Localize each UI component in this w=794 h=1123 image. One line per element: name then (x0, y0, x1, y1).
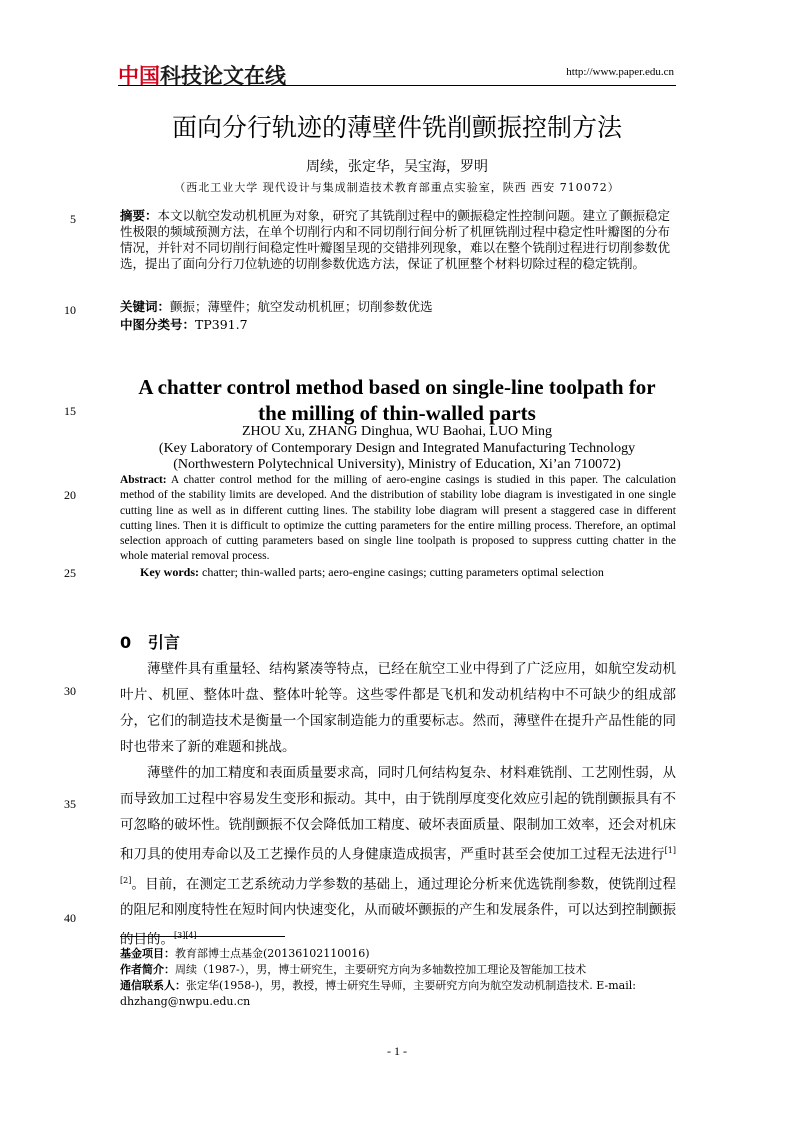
paper-title-en-line2: the milling of thin-walled parts (258, 401, 536, 425)
fund-text: 教育部博士点基金(20136102110016) (175, 947, 370, 960)
clc-value: TP391.7 (195, 317, 248, 332)
footnote-contact (120, 978, 680, 1009)
keywords-en (140, 565, 680, 580)
line-number: 30 (64, 684, 76, 698)
body-paragraph-1: 薄壁件具有重量轻、结构紧凑等特点，已经在航空工业中得到了广泛应用，如航空发动机叶片、机匣、整体叶盘、整体叶轮等。这些零件都是飞机和发动机结构中不可缺少的组成部分，它们的制造技术是衡量一个国家制造能力的重要标志。然而，薄壁件在提升产品性能的同时也带来了新的难题和挑战。 (120, 661, 676, 755)
footnote-author (120, 962, 680, 978)
author-label: 作者简介： (120, 963, 175, 976)
fund-label: 基金项目： (120, 947, 175, 960)
clc-number (120, 317, 676, 333)
line-number: 35 (64, 797, 76, 811)
header-url[interactable]: http://www.paper.edu.cn (566, 66, 674, 78)
affiliation-zh: （西北工业大学 现代设计与集成制造技术教育部重点实验室，陕西 西安 710072） (174, 181, 620, 194)
paper-title-zh: 面向分行轨迹的薄壁件铣削颤振控制方法 (171, 113, 622, 142)
line-number: 20 (64, 488, 76, 502)
section-number: 0 (120, 633, 132, 652)
affiliation-en-1: (Key Laboratory of Contemporary Design and Integrated Manufacturing Technology (158, 441, 636, 456)
footnote-fund (120, 946, 680, 962)
authors-en: ZHOU Xu, ZHANG Dinghua, WU Baohai, LUO Ming (241, 424, 553, 439)
keywords-zh (120, 299, 676, 315)
keywords-en-text: chatter; thin-walled parts; aero-engine casings; cutting parameters optimal selection (202, 565, 604, 579)
citation-ref[interactable]: [1][2] (120, 846, 676, 885)
logo-black-text: 科技论文在线 (160, 64, 286, 88)
footnote-divider (120, 936, 285, 937)
authors-zh: 周续，张定华，吴宝海，罗明 (306, 159, 488, 175)
abstract-zh-label: 摘要： (120, 208, 158, 223)
header-divider (118, 85, 676, 86)
citation-ref[interactable]: [3][4] (174, 931, 197, 940)
abstract-en-label: Abstract: (120, 474, 167, 486)
keywords-zh-label: 关键词： (120, 299, 171, 314)
abstract-en-text: A chatter control method for the milling of aero-engine casings is studied in this paper. The calculation method of the stability limits are developed. And the distribution of stability lobe diagram is investigated in one single cutting line as well as in different cutting lines. The stability lobe diagram will present a staggered case in different cutting lines. Then it is difficult to optimize the cutting parameters for the entire milling process. Therefore, an optimal selection approach of cutting parameters based on single line toolpath is proposed to suppress cutting chatter in the whole material removal process. (120, 474, 676, 563)
line-number: 25 (64, 566, 76, 580)
abstract-zh (120, 208, 676, 272)
abstract-zh-text: 本文以航空发动机机匣为对象，研究了其铣削过程中的颤振稳定性控制问题。建立了颤振稳定性极限的频域预测方法，在单个切削行内和不同切削行间分析了机匣铣削过程中稳定性叶瓣图的分布情况，并针对不同切削行间稳定性叶瓣图呈现的交错排列现象，难以在整个铣削过程进行切削参数优选，提出了面向分行刀位轨迹的切削参数优选方法，保证了机匣整个材料切除过程的稳定铣削。 (120, 208, 671, 271)
clc-label: 中图分类号： (120, 317, 196, 332)
body-paragraph-2 (120, 760, 676, 953)
keywords-en-label: Key words: (140, 565, 199, 579)
page-number: - 1 - (387, 1044, 407, 1058)
paper-title-en (118, 374, 676, 426)
para2-text-b: 。目前，在测定工艺系统动力学参数的基础上，通过理论分析来优选铣削参数，使铣削过程的阻尼和刚度特性在短时间内快速变化，从而破坏颤振的产生和发展条件，可以达到控制颤振的目的。 (120, 876, 676, 948)
affiliation-en-2: (Northwestern Polytechnical University), Ministry of Education, Xi’an 710072) (173, 457, 621, 472)
author-text: 周续（1987-），男，博士研究生，主要研究方向为多轴数控加工理论及智能加工技术 (175, 963, 587, 976)
section-title: 引言 (147, 633, 180, 652)
contact-text: 张定华(1958-)，男，教授，博士研究生导师，主要研究方向为航空发动机制造技术. E-mail: dhzhang@nwpu.edu.cn (120, 979, 636, 1008)
section-heading (120, 630, 180, 653)
para2-text-a: 薄壁件的加工精度和表面质量要求高，同时几何结构复杂、材料难铣削、工艺刚性弱，从而导致加工过程中容易发生变形和振动。其中，由于铣削厚度变化效应引起的铣削颤振具有不可忽略的破坏性。铣削颤振不仅会降低加工精度、破坏表面质量、限制加工效率，还会对机床和刀具的使用寿命以及工艺操作员的人身健康造成损害，严重时甚至会使加工过程无法进行 (120, 765, 676, 863)
abstract-en (120, 473, 676, 565)
logo-red-text: 中国 (118, 64, 160, 88)
line-number: 15 (64, 404, 76, 418)
contact-label: 通信联系人： (120, 979, 186, 992)
keywords-zh-text: 颤振；薄壁件；航空发动机机匣；切削参数优选 (170, 299, 433, 314)
paper-title-en-line1: A chatter control method based on single-line toolpath for (138, 375, 656, 399)
line-number: 10 (64, 303, 76, 317)
line-number: 40 (64, 911, 76, 925)
line-number: 5 (70, 212, 76, 226)
